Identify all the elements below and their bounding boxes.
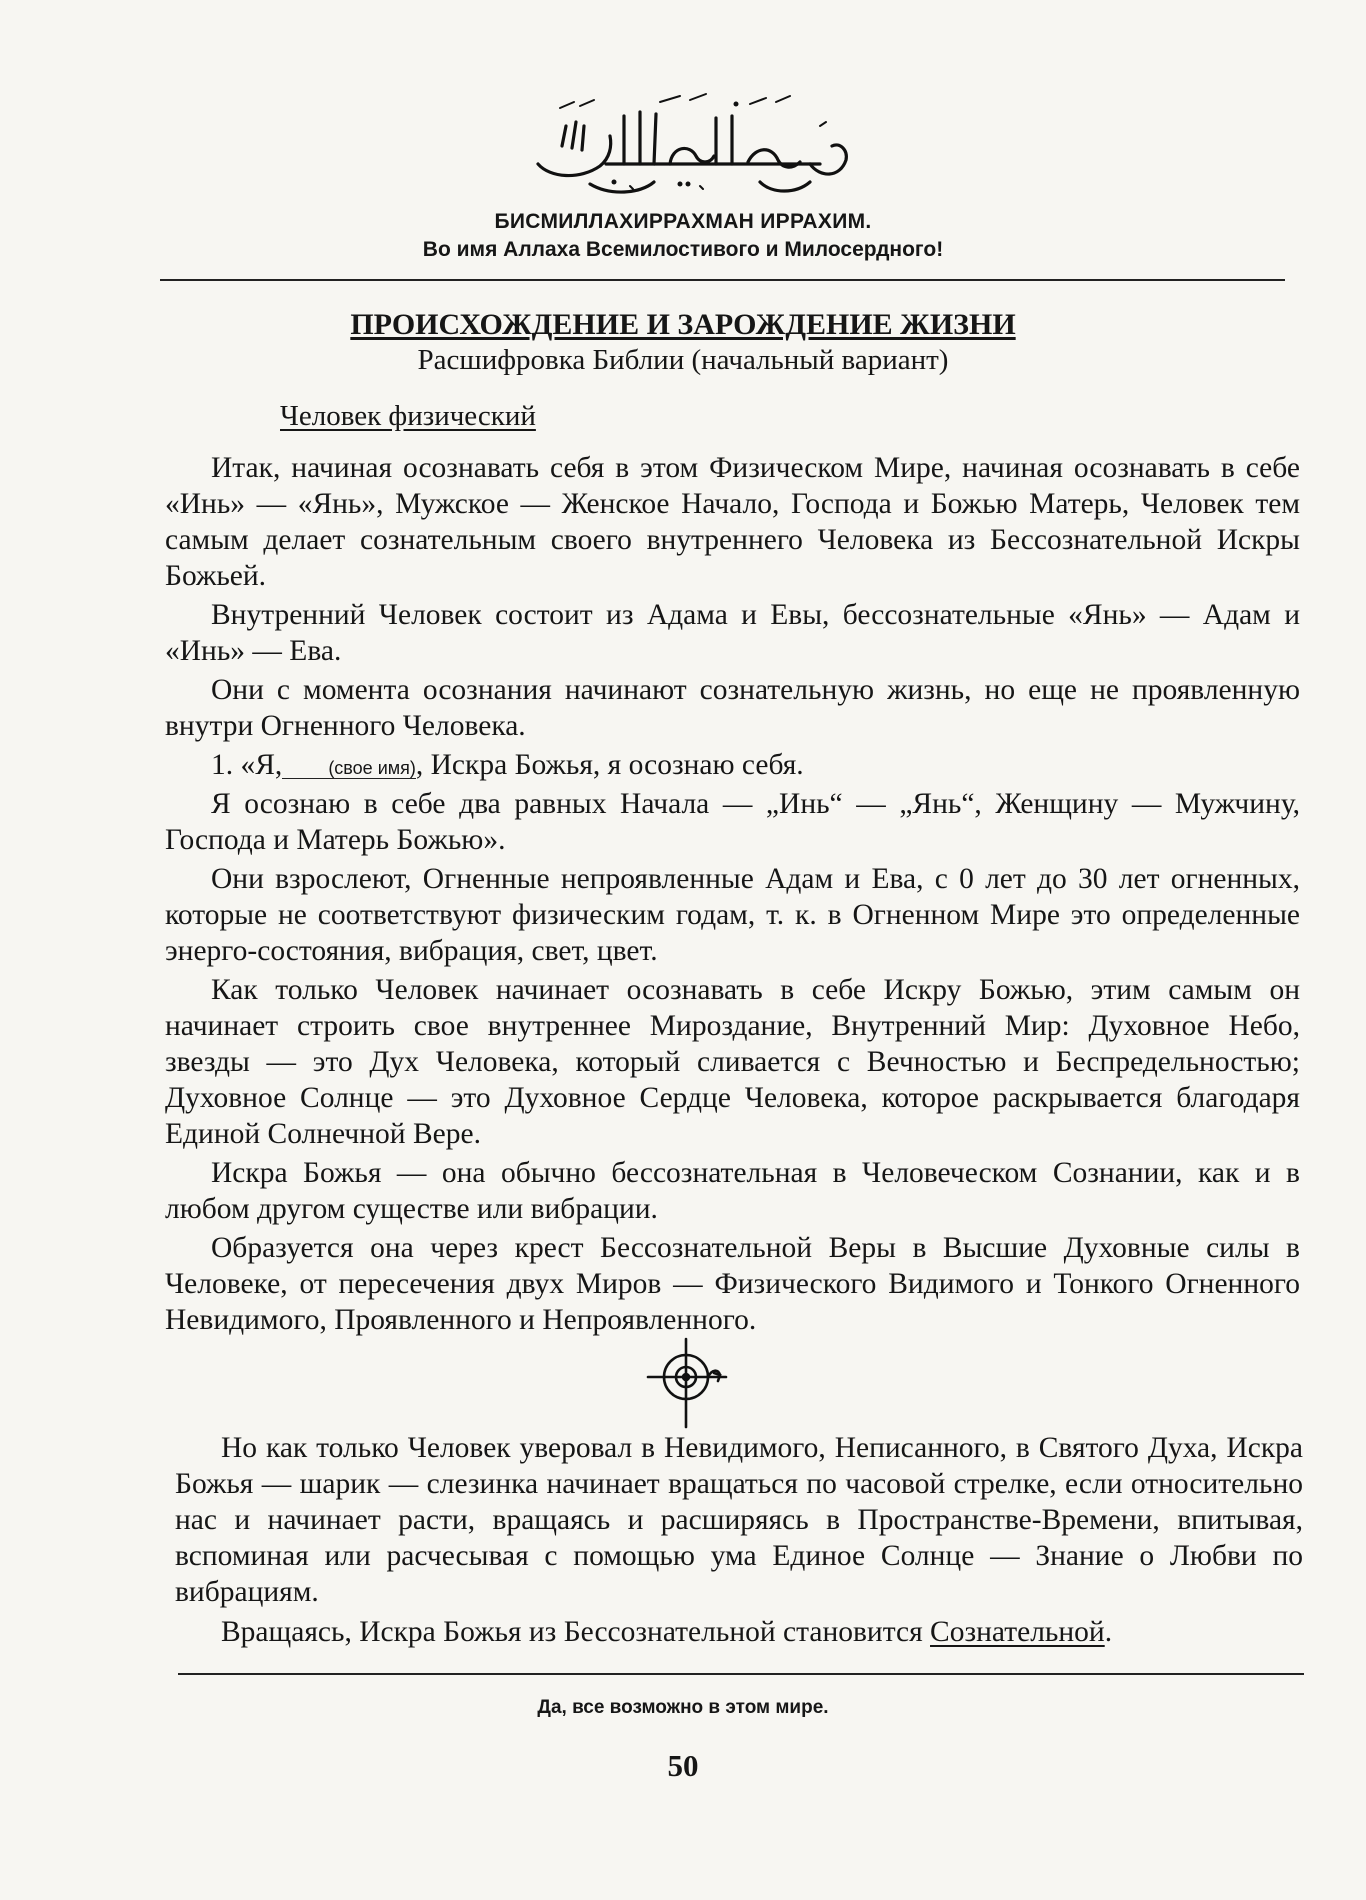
footer-divider xyxy=(178,1673,1304,1675)
final-end: . xyxy=(1104,1616,1113,1648)
divider xyxy=(160,279,1285,281)
final-text: Вращаясь, Искра Божья из Бессознательной становится xyxy=(221,1616,931,1648)
paragraph: Внутренний Человек состоит из Адама и Евы, бессознательные «Янь» — Адам и «Инь» — Ева. xyxy=(165,599,1300,667)
paragraph: Но как только Человек уверовал в Невидимого, Неписанного, в Святого Духа, Искра Божья — шарик — слезинка начинает вращаться по часовой стрелке, если относительно нас и начинает расти, вращаясь и расширяясь в Пространстве-Времени, впитывая, вспоминая или расчесывая с помощью ума Единое Солнце — Знание о Любви по вибрациям. xyxy=(175,1432,1303,1608)
spark-cross-spiral-icon xyxy=(638,1333,738,1433)
paragraph: Я осознаю в себе два равных Начала — „Инь“ — „Янь“, Женщину — Мужчину, Господа и Матерь Божью». xyxy=(165,788,1300,856)
bismillah-calligraphy xyxy=(520,86,860,206)
final-paragraph xyxy=(175,1614,1303,1650)
paragraph: Они взрослеют, Огненные непроявленные Адам и Ева, с 0 лет до 30 лет огненных, которые не соответствуют физическим годам, т. к. в Огненном Мире это определенные энерго-состояния, вибрация, свет, цвет. xyxy=(165,863,1300,967)
paragraph: Итак, начиная осознавать себя в этом Физическом Мире, начиная осознавать в себе «Инь» — «Янь», Мужское — Женское Начало, Господа и Божью Матерь, Человек тем самым делает сознательным своего внутреннего Человека из Бессознательной Искры Божьей. xyxy=(165,452,1300,592)
section-heading: Человек физический xyxy=(280,400,536,432)
paragraph: Как только Человек начинает осознавать в себе Искру Божью, этим самым он начинает строить свое внутреннее Мироздание, Внутренний Мир: Духовное Небо, звезды — это Дух Человека, который сливается с Вечностью и Беспредельностью; Духовное Солнце — это Духовное Сердце Человека, которое раскрывается благодаря Единой Солнечной Вере. xyxy=(165,974,1300,1150)
affirmation-suffix: , Искра Божья, я осознаю себя. xyxy=(415,749,804,781)
body-text-continued xyxy=(175,1430,1303,1650)
footer-note: Да, все возможно в этом мире. xyxy=(537,1697,829,1718)
affirmation-prefix: 1. «Я, xyxy=(211,749,283,781)
body-text xyxy=(165,450,1300,1338)
underlined-word: Сознательной xyxy=(930,1616,1105,1648)
paragraph: Они с момента осознания начинают сознательную жизнь, но еще не проявленную внутри Огненного Человека. xyxy=(165,674,1300,742)
paragraph: Образуется она через крест Бессознательной Веры в Высшие Духовные силы в Человеке, от пересечения двух Миров — Физического Видимого и Тонкого Огненного Невидимого, Проявленного и Непроявленного. xyxy=(165,1232,1300,1336)
header-translation: Во имя Аллаха Всемилостивого и Милосердного! xyxy=(422,238,944,261)
header-transliteration: БИСМИЛЛАХИРРАХМАН ИРРАХИМ. xyxy=(494,210,872,233)
affirmation-paragraph xyxy=(165,747,1300,783)
chapter-subtitle: Расшифровка Библии (начальный вариант) xyxy=(417,344,949,376)
name-blank: (свое имя) xyxy=(282,758,416,779)
page-number: 50 xyxy=(667,1748,699,1783)
chapter-title: ПРОИСХОЖДЕНИЕ И ЗАРОЖДЕНИЕ ЖИЗНИ xyxy=(350,308,1016,341)
paragraph: Искра Божья — она обычно бессознательная в Человеческом Сознании, как и в любом другом существе или вибрации. xyxy=(165,1157,1300,1225)
